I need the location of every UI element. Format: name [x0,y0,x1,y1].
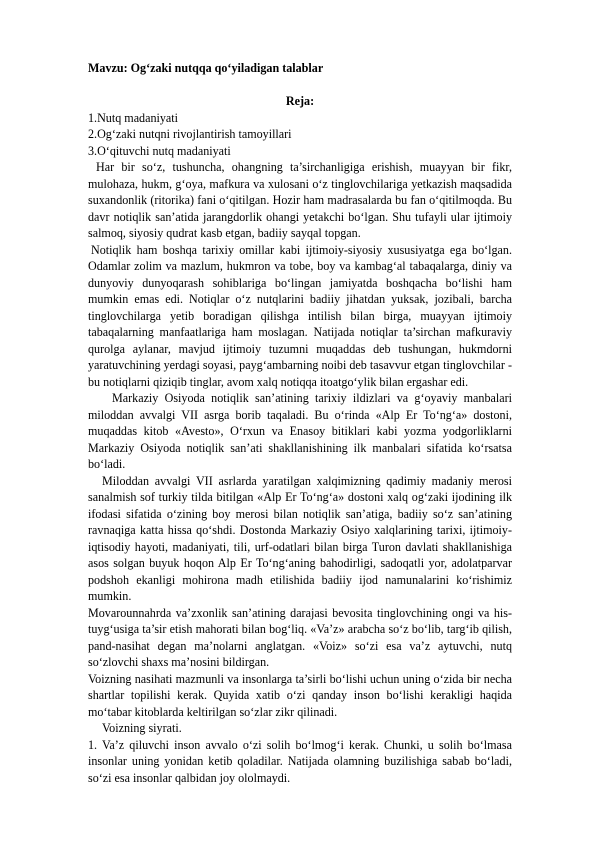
paragraph: Notiqlik ham boshqa tarixiy omillar kabi ijtimoiy-siyosiy xususiyatga ega bo‘lgan. Odamlar zolim va mazlum, hukmron va tobe, boy va kambag‘al tabaqalarga, diniy va dunyoviy dunyoqarash sohiblariga bo‘lingan jamiyatda boshqacha bo‘lishi ham mumkin emas edi. Notiqlar o‘z nutqlarini badiiy jihatdan yuksak, jozibali, barcha tinglovchilarga yetib boradigan qilishga intilish bilan birga, muayyan ijtimoiy tabaqalarning manfaatlariga ham moslagan. Natijada notiqlar ta’sirchan mafkuraviy qurolga aylanar, mavjud ijtimoiy tuzumni muqaddas deb tushungan, hukmdorni yaratuvchining yerdagi soyasi, payg‘ambarning noibi deb tasavvur etgan tinglovchilar - bu notiqlarni qiziqib tinglar, avom xalq notiqqa itoatgo‘ylik bilan ergashar edi. [88,242,512,389]
plan-item: 2.Og‘zaki nutqni rivojlantirish tamoyillari [88,127,292,141]
subheading: Voizning siyrati. [102,721,182,735]
paragraph: Har bir so‘z, tushuncha, ohangning ta’sirchanligiga erishish, muayyan bir fikr, mulohaza, hukm, g‘oya, mafkura va xulosani o‘z tinglovchilariga yetkazish maqsadida suxandonlik (ritorika) fani o‘qitilgan. Hozir ham madrasalarda bu fan o‘qitilmoqda. Bu davr notiqlik san’atida jarangdorlik ohangi yetakchi bo‘lgan. Shu tufayli ular ijtimoiy salmoq, siyosiy qudrat kasb etgan, badiiy sayqal topgan. [88,160,512,240]
document-page [88,60,512,786]
paragraph: Markaziy Osiyoda notiqlik san’atining tarixiy ildizlari va g‘oyaviy manbalari miloddan avvalgi VII asrga borib taqaladi. Bu o‘rinda «Alp Er To‘ng‘a» dostoni, muqaddas kitob «Avesto», O‘rxun va Enasoy bitiklari kabi yozma yodgorliklarni Markaziy Osiyoda notiqlik san’ati shakllanishining ilk manbalari sifatida ko‘rsatsa bo‘ladi. [88,391,512,471]
paragraph: 1. Va’z qiluvchi inson avvalo o‘zi solih bo‘lmog‘i kerak. Chunki, u solih bo‘lmasa insonlar uning yonidan ketib qoladilar. Natijada olamning buzilishiga sabab bo‘ladi, so‘zi esa insonlar qalbidan joy ololmaydi. [88,737,512,785]
plan-item: 1.Nutq madaniyati [88,110,179,125]
paragraph: Miloddan avvalgi VII asrlarda yaratilgan xalqimizning qadimiy madaniy merosi sanalmish sof turkiy tilda bitilgan «Alp Er To‘ng‘a» dostoni xalq og‘zaki ijodining ilk ifodasi sifatida o‘zining boy merosi bilan notiqlik san’atiga, badiiy so‘z san’atining ravnaqiga katta hissa qo‘shdi. Dostonda Markaziy Osiyo xalqlarining tarixi, ijtimoiy-iqtisodiy hayoti, madaniyati, tili, urf-odatlari bilan birga Turon davlati shakllanishiga asos solgan buyuk hoqon Alp Er To‘ng‘aning bahodirligi, sadoqatli yor, adolatparvar podshoh ekanligi mohirona madh etilishida badiiy ijod namunalarini ko‘rishimiz mumkin. [88,473,512,603]
plan-item: 3.O‘qituvchi nutq madaniyati [88,143,231,158]
paragraph: Voizning nasihati mazmunli va insonlarga ta’sirli bo‘lishi uchun uning o‘zida bir necha shartlar topilishi kerak. Quyida xatib o‘zi qanday inson bo‘lishi kerakligi haqida mo‘tabar kitoblarda keltirilgan so‘zlar zikr qilinadi. [88,671,512,719]
document-title: Mavzu: Og‘zaki nutqqa qo‘yiladigan talablar [88,61,324,75]
paragraph: Movarounnahrda va’zxonlik san’atining darajasi bevosita tinglovchining ongi va his-tuyg‘usiga ta’sir etish mahorati bilan bog‘liq. «Va’z» arabcha so‘z bo‘lib, targ‘ib qilish, pand-nasihat degan ma’nolarni anglatgan. «Voiz» so‘zi esa va’z aytuvchi, nutq so‘zlovchi shaxs ma’nosini bildirgan. [88,605,512,669]
plan-heading: Reja: [285,94,315,108]
plan-list [88,110,512,160]
